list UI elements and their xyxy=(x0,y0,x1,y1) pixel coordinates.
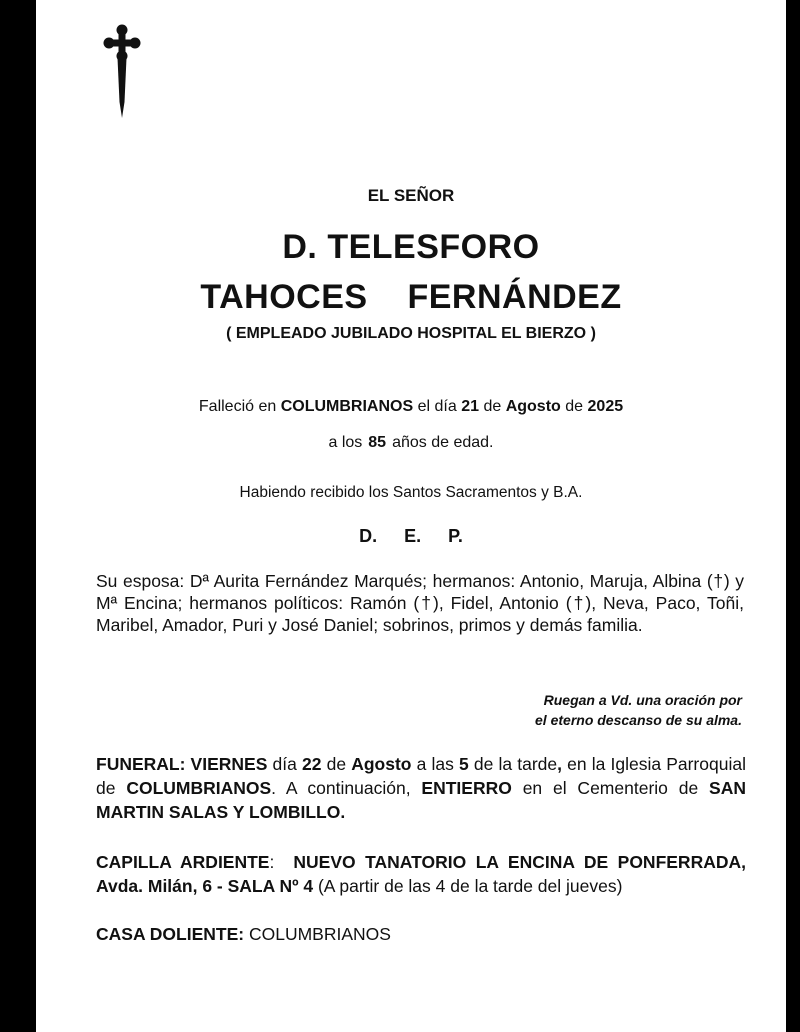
deceased-surnames: TAHOCES FERNÁNDEZ xyxy=(200,278,622,316)
honorific-heading: EL SEÑOR xyxy=(367,186,455,205)
age-line: a los 85 años de edad. xyxy=(328,434,494,451)
chapel-paragraph: CAPILLA ARDIENTE: NUEVO TANATORIO LA ENCINA DE PONFERRADA, Avda. Milán, 6 - SALA Nº 4 (A partir de las 4 de la tarde del jueves) xyxy=(96,852,746,896)
house-paragraph: CASA DOLIENTE: COLUMBRIANOS xyxy=(96,924,391,944)
deceased-occupation: ( EMPLEADO JUBILADO HOSPITAL EL BIERZO ) xyxy=(226,325,596,342)
obituary-sheet xyxy=(36,0,786,1032)
death-notice-line: Falleció en COLUMBRIANOS el día 21 de Agosto de 2025 xyxy=(198,398,624,415)
funeral-paragraph: FUNERAL: VIERNES día 22 de Agosto a las 5 de la tarde, en la Iglesia Parroquial de COLUMBRIANOS. A continuación, ENTIERRO en el Cementerio de SAN MARTIN SALAS Y LOMBILLO. xyxy=(96,754,746,822)
prayer-request: Ruegan a Vd. una oración por el eterno descanso de su alma. xyxy=(535,692,742,728)
age-value: 85 xyxy=(368,434,387,451)
death-place: COLUMBRIANOS xyxy=(280,398,414,415)
sacraments-line: Habiendo recibido los Santos Sacramentos y B.A. xyxy=(239,484,583,501)
cross-icon xyxy=(100,22,144,120)
deceased-first-name: D. TELESFORO xyxy=(282,228,540,266)
death-year: 2025 xyxy=(587,398,624,415)
death-month: Agosto xyxy=(505,398,561,415)
family-paragraph: Su esposa: Dª Aurita Fernández Marqués; hermanos: Antonio, Maruja, Albina (†) y Mª Encina; hermanos políticos: Ramón (†), Fidel, Antonio (†), Neva, Paco, Toñi, Maribel, Amador, Puri y José Daniel; sobrinos, primos y demás familia. xyxy=(96,571,744,635)
death-day: 21 xyxy=(461,398,479,415)
rip-line: D. E. P. xyxy=(359,526,463,546)
